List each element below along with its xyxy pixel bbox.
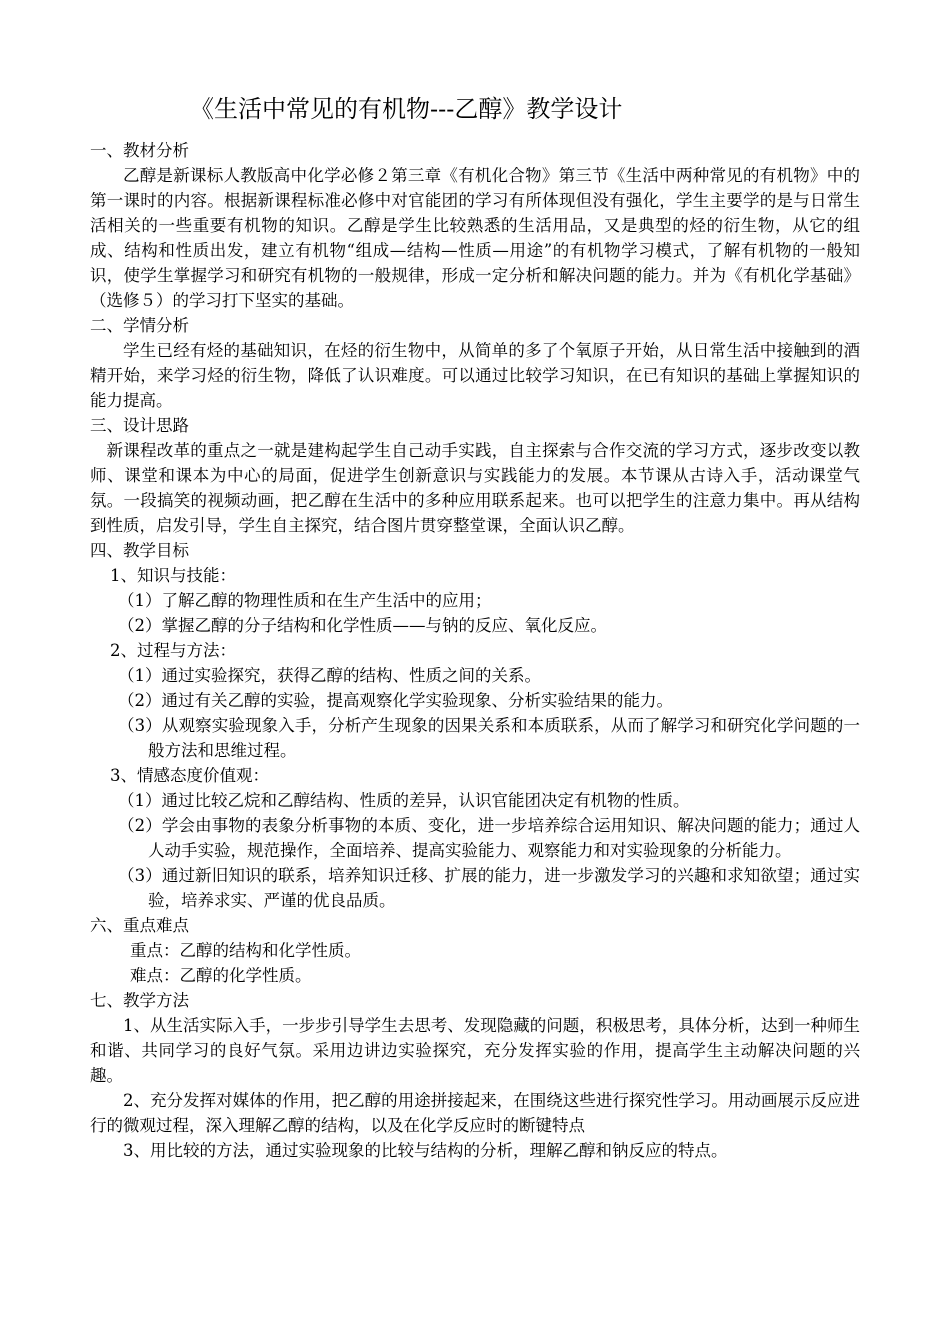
key-point-line: 重点：乙醇的结构和化学性质。	[130, 941, 361, 960]
section-heading-teaching-methods: 七、教学方法	[90, 991, 189, 1010]
design-idea-paragraph: 新课程改革的重点之一就是建构起学生自己动手实践，自主探索与合作交流的学习方式，逐步改变以教师、课堂和课本为中心的局面，促进学生创新意识与实践能力的发展。本节课从古诗入手，活动课堂气氛。一段搞笑的视频动画，把乙醇在生活中的多种应用联系起来。也可以把学生的注意力集中。再从结构到性质，启发引导，学生自主探究，结合图片贯穿整堂课，全面认识乙醇。	[90, 441, 860, 535]
difficulty-line: 难点：乙醇的化学性质。	[130, 966, 312, 985]
goal-item: （3）通过新旧知识的联系，培养知识迁移、扩展的能力，进一步激发学习的兴趣和求知欲望；通过实验，培养求实、严谨的优良品质。	[118, 866, 860, 910]
goal-item: （3）从观察实验现象入手，分析产生现象的因果关系和本质联系，从而了解学习和研究化学问题的一般方法和思维过程。	[118, 716, 860, 760]
goal-group-attitude-label: 3、情感态度价值观：	[110, 766, 269, 785]
section-heading-teaching-goals: 四、教学目标	[90, 541, 189, 560]
textbook-analysis-paragraph: 乙醇是新课标人教版高中化学必修２第三章《有机化合物》第三节《生活中两种常见的有机物》中的第一课时的内容。根据新课程标准必修中对官能团的学习有所体现但没有强化，学生主要学的是与日常生活相关的一些重要有机物的知识。乙醇是学生比较熟悉的生活用品，又是典型的烃的衍生物，从它的组成、结构和性质出发，建立有机物“组成—结构—性质—用途”的有机物学习模式，了解有机物的一般知识，使学生掌握学习和研究有机物的一般规律，形成一定分析和解决问题的能力。并为《有机化学基础》（选修５）的学习打下坚实的基础。	[90, 166, 860, 310]
goal-item: （1）通过实验探究，获得乙醇的结构、性质之间的关系。	[118, 666, 541, 685]
section-heading-student-analysis: 二、学情分析	[90, 316, 189, 335]
goal-item: （2）掌握乙醇的分子结构和化学性质——与钠的反应、氧化反应。	[118, 616, 607, 635]
goal-item: （2）通过有关乙醇的实验，提高观察化学实验现象、分析实验结果的能力。	[118, 691, 673, 710]
goal-group-process-label: 2、过程与方法：	[110, 641, 236, 660]
section-heading-design-idea: 三、设计思路	[90, 416, 189, 435]
method-item: 3、用比较的方法，通过实验现象的比较与结构的分析，理解乙醇和钠反应的特点。	[123, 1141, 728, 1160]
method-item: 2、充分发挥对媒体的作用，把乙醇的用途拼接起来，在围绕这些进行探究性学习。用动画展示反应进行的微观过程，深入理解乙醇的结构，以及在化学反应时的断键特点	[90, 1091, 860, 1135]
method-item: 1、从生活实际入手，一步步引导学生去思考、发现隐藏的问题，积极思考，具体分析，达到一种师生和谐、共同学习的良好气氛。采用边讲边实验探究，充分发挥实验的作用，提高学生主动解决问题的兴趣。	[90, 1016, 860, 1085]
document-title: 《生活中常见的有机物---乙醇》教学设计	[190, 95, 623, 123]
student-analysis-paragraph: 学生已经有烃的基础知识，在烃的衍生物中，从简单的多了个氧原子开始，从日常生活中接触到的酒精开始，来学习烃的衍生物，降低了认识难度。可以通过比较学习知识，在已有知识的基础上掌握知识的能力提高。	[90, 341, 860, 410]
goal-item: （2）学会由事物的表象分析事物的本质、变化，进一步培养综合运用知识、解决问题的能力；通过人人动手实验，规范操作，全面培养、提高实验能力、观察能力和对实验现象的分析能力。	[118, 816, 860, 860]
document-body	[90, 138, 860, 1163]
section-heading-textbook-analysis: 一、教材分析	[90, 141, 189, 160]
goal-group-knowledge-label: 1、知识与技能：	[110, 566, 236, 585]
goal-item: （1）了解乙醇的物理性质和在生产生活中的应用；	[118, 591, 492, 610]
section-heading-key-points: 六、重点难点	[90, 916, 189, 935]
goal-item: （1）通过比较乙烷和乙醇结构、性质的差异，认识官能团决定有机物的性质。	[118, 791, 690, 810]
